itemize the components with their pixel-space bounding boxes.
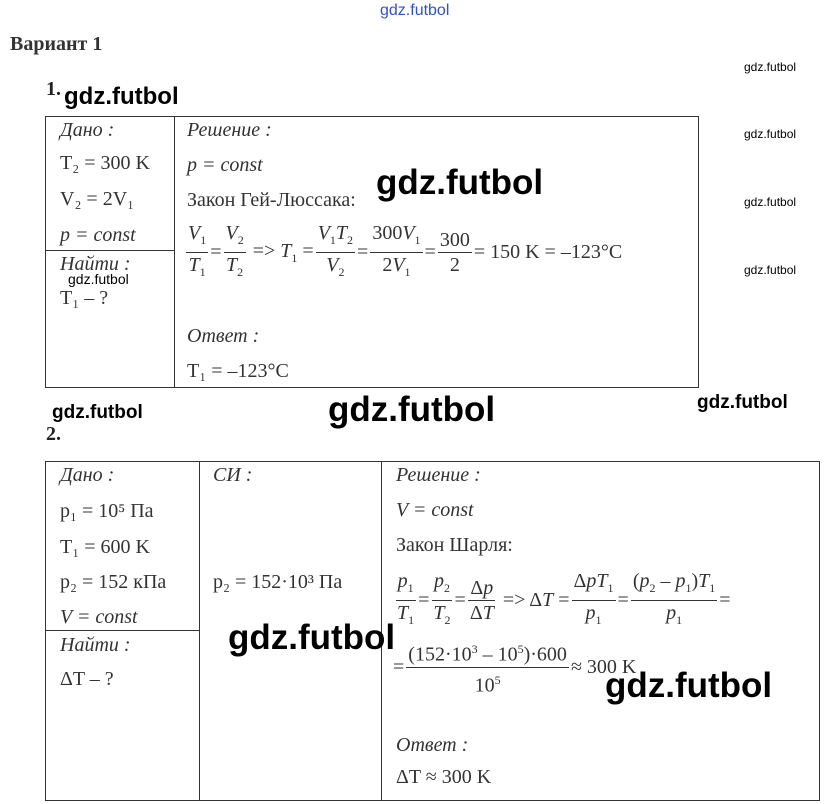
solution-line: V = const [396, 499, 474, 521]
table-divider [199, 461, 200, 801]
given-value: V = const [60, 606, 138, 628]
watermark: gdz.futbol [228, 618, 396, 657]
given-value: p₁ = 10⁵ Па [60, 500, 154, 522]
si-value: p₂ = 152·10³ Па [213, 571, 343, 593]
table-divider [174, 116, 175, 388]
watermark: gdz.futbol [376, 163, 544, 202]
formula-result: ≈ 300 K [570, 655, 637, 678]
solution-line: Закон Гей-Люссака: [187, 189, 356, 211]
answer-header: Ответ : [187, 325, 260, 347]
problem-2-number: 2. [46, 423, 61, 445]
watermark: gdz.futbol [744, 195, 797, 209]
solution-line: p = const [187, 154, 263, 176]
si-header: СИ : [213, 464, 253, 486]
watermark: gdz.futbol [52, 402, 143, 423]
watermark: gdz.futbol [605, 666, 773, 705]
charles-calculation: = $\frac{(152\cdot 10^3 - 10^5)\cdot 600}{10^5}$ ≈ 300 K [393, 638, 636, 696]
formula-result: = 150 K = –123°C [473, 241, 623, 263]
watermark: gdz.futbol [328, 390, 496, 429]
watermark: gdz.futbol [744, 60, 797, 74]
problem-1-number: 1. [46, 78, 61, 100]
watermark-top: gdz.futbol [380, 2, 450, 19]
table-divider [45, 630, 200, 631]
charles-formula: $\frac{p_1}{T_1}$ = $\frac{p_2}{T_2}$ = $\frac{\Delta p}{\Delta T}$ => ΔT = $\frac{\Delta pT_1}{p_1}$ = $\frac{(p_2 - p_1)T_1}{p_1}$ = [397, 570, 731, 627]
find-header: Найти : [60, 253, 131, 275]
watermark: gdz.futbol [744, 263, 797, 277]
solution-header: Решение : [396, 464, 481, 486]
variant-title: Вариант 1 [10, 33, 103, 55]
answer-value: ΔT ≈ 300 K [396, 766, 492, 788]
answer-header: Ответ : [396, 734, 469, 756]
given-value: V₂ = 2V₁ [60, 188, 135, 210]
given-header: Дано : [60, 119, 115, 141]
given-value: p₂ = 152 кПа [60, 571, 167, 593]
watermark: gdz.futbol [68, 271, 129, 287]
find-value: ΔT – ? [60, 668, 114, 690]
given-value: T₁ = 600 K [60, 536, 150, 558]
given-header: Дано : [60, 464, 115, 486]
given-value: p = const [60, 224, 136, 246]
solution-header: Решение : [187, 119, 272, 141]
table-divider [45, 250, 175, 251]
answer-value: T₁ = –123°C [187, 360, 289, 382]
gay-lussac-formula: $\frac{V_1}{T_1}$ = $\frac{V_2}{T_2}$ => $T_1$ = $\frac{V_1T_2}{V_2}$ = $\frac{300V_1}{2V_1}$ = $\frac{300}{2}$ = 150 K = –123°C [188, 222, 623, 279]
given-value: T₂ = 300 K [60, 152, 150, 174]
watermark: gdz.futbol [697, 392, 788, 413]
solution-line: Закон Шарля: [396, 534, 513, 556]
find-value: T₁ – ? [60, 287, 109, 309]
watermark: gdz.futbol [744, 127, 797, 141]
watermark: gdz.futbol [64, 83, 179, 110]
find-header: Найти : [60, 634, 131, 656]
